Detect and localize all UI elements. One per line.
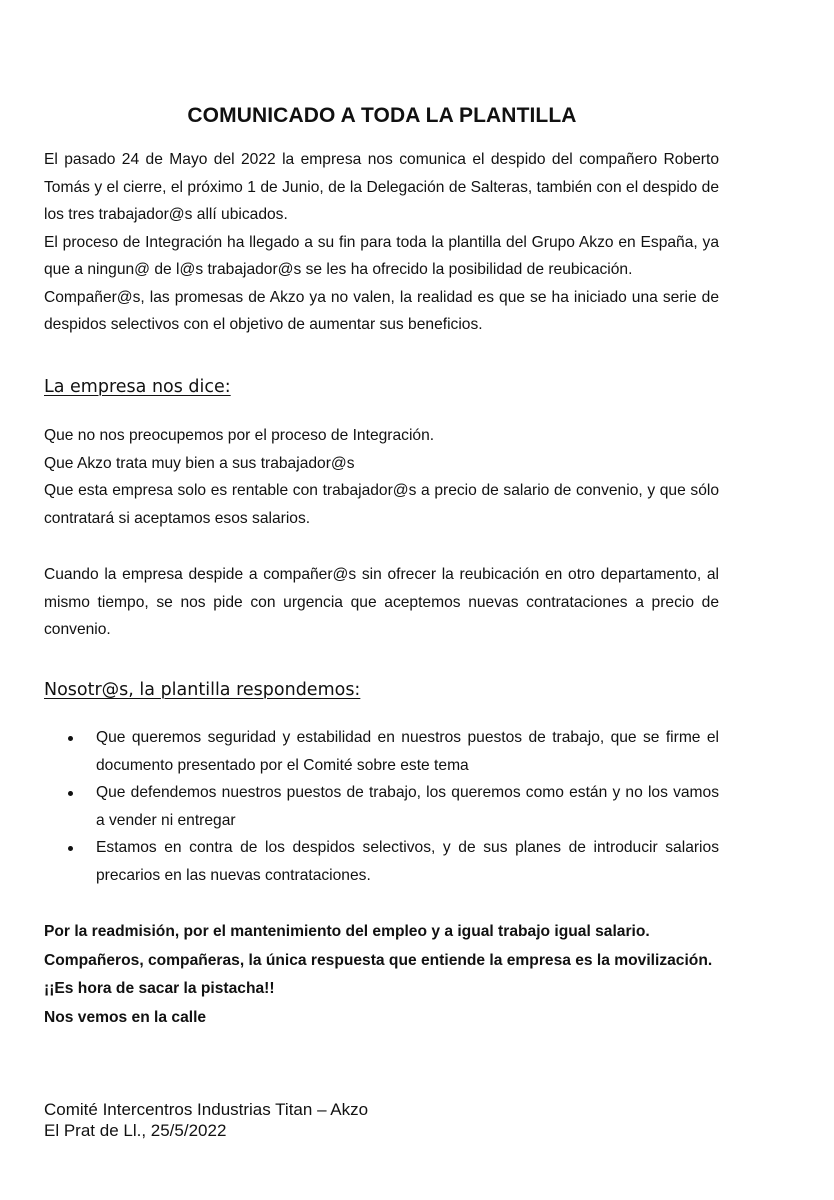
section-heading-staff: Nosotr@s, la plantilla respondemos: <box>44 680 361 700</box>
list-item <box>44 779 719 834</box>
company-paragraph: Cuando la empresa despide a compañer@s sin ofrecer la reubicación en otro departamento, al mismo tiempo, se nos pide con urgencia que aceptemos nuevas contrataciones a precio de convenio. <box>44 566 719 638</box>
company-says-line-1: Que no nos preocupemos por el proceso de Integración. <box>44 427 435 444</box>
company-says-line-2: Que Akzo trata muy bien a sus trabajador@s <box>44 454 355 472</box>
list-item <box>44 834 719 889</box>
closing-line-2: Compañeros, compañeras, la única respuesta que entiende la empresa es la movilización. <box>44 951 713 969</box>
signature-place-date: El Prat de Ll., 25/5/2022 <box>44 1121 227 1140</box>
section-heading-company: La empresa nos dice: <box>44 377 231 397</box>
staff-response-list <box>44 724 719 889</box>
company-says-line-3: Que esta empresa solo es rentable con trabajador@s a precio de salario de convenio, y que sólo contratará si aceptamos esos salarios. <box>44 482 719 527</box>
closing-line-1: Por la readmisión, por el mantenimiento del empleo y a igual trabajo igual salario. <box>44 923 650 940</box>
document-title: COMUNICADO A TODA LA PLANTILLA <box>187 104 577 127</box>
intro-block <box>44 146 719 339</box>
intro-paragraph-2: El proceso de Integración ha llegado a su fin para toda la plantilla del Grupo Akzo en España, ya que a ningun@ de l@s trabajador@s se les ha ofrecido la posibilidad de reubicación. <box>44 233 719 278</box>
bullet-icon <box>68 791 73 796</box>
intro-paragraph-3: Compañer@s, las promesas de Akzo ya no valen, la realidad es que se ha iniciado una serie de despidos selectivos con el objetivo de aumentar sus beneficios. <box>44 288 719 333</box>
list-item <box>44 724 719 779</box>
bullet-icon <box>68 736 73 741</box>
signature-org: Comité Intercentros Industrias Titan – Akzo <box>44 1100 369 1119</box>
list-item-text: Que defendemos nuestros puestos de trabajo, los queremos como están y no los vamos a vender ni entregar <box>96 784 719 829</box>
intro-paragraph-1: El pasado 24 de Mayo del 2022 la empresa nos comunica el despido del compañero Roberto Tomás y el cierre, el próximo 1 de Junio, de la Delegación de Salteras, también con el despido de los tres trabajador@s allí ubicados. <box>44 151 719 223</box>
company-says-block <box>44 422 719 532</box>
closing-line-3: ¡¡Es hora de sacar la pistacha!! <box>44 980 275 997</box>
list-item-text: Estamos en contra de los despidos selectivos, y de sus planes de introducir salarios precarios en las nuevas contrataciones. <box>96 839 719 884</box>
closing-line-4: Nos vemos en la calle <box>44 1008 207 1026</box>
list-item-text: Que queremos seguridad y estabilidad en nuestros puestos de trabajo, que se firme el documento presentado por el Comité sobre este tema <box>96 729 719 774</box>
signature-block <box>44 1099 368 1141</box>
closing-block <box>44 918 719 1032</box>
bullet-icon <box>68 846 73 851</box>
company-paragraph-block <box>44 561 719 644</box>
